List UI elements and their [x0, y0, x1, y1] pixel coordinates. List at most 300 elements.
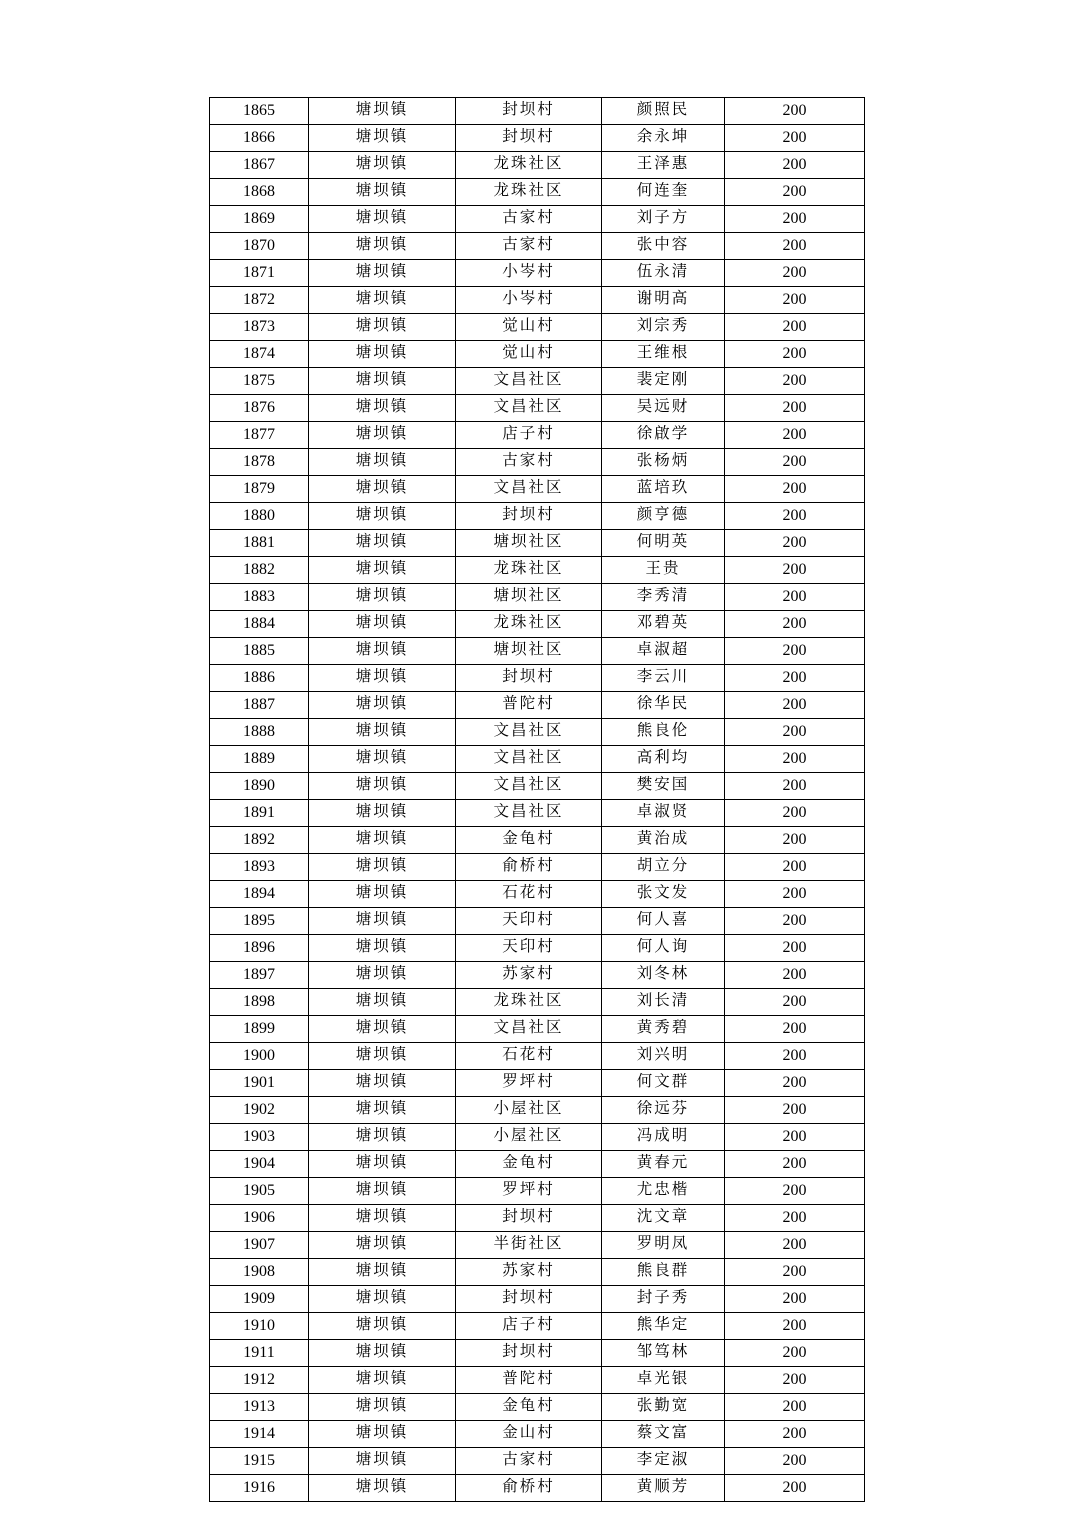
cell-serial-number: 1877: [210, 422, 309, 449]
cell-serial-number: 1874: [210, 341, 309, 368]
cell-person-name: 胡立分: [602, 854, 725, 881]
cell-village: 普陀村: [456, 692, 602, 719]
cell-village: 店子村: [456, 1313, 602, 1340]
table-row: [210, 476, 865, 503]
table-row: [210, 1178, 865, 1205]
table-row: [210, 98, 865, 125]
cell-amount: 200: [725, 179, 865, 206]
cell-village: 古家村: [456, 233, 602, 260]
cell-serial-number: 1892: [210, 827, 309, 854]
cell-person-name: 张杨炳: [602, 449, 725, 476]
cell-village: 封坝村: [456, 1286, 602, 1313]
cell-town: 塘坝镇: [309, 1124, 456, 1151]
cell-serial-number: 1876: [210, 395, 309, 422]
table-row: [210, 206, 865, 233]
cell-serial-number: 1888: [210, 719, 309, 746]
cell-person-name: 何人询: [602, 935, 725, 962]
cell-serial-number: 1904: [210, 1151, 309, 1178]
cell-village: 文昌社区: [456, 719, 602, 746]
cell-town: 塘坝镇: [309, 503, 456, 530]
table-row: [210, 557, 865, 584]
cell-village: 塘坝社区: [456, 530, 602, 557]
cell-serial-number: 1865: [210, 98, 309, 125]
table-row: [210, 395, 865, 422]
cell-amount: 200: [725, 746, 865, 773]
table-row: [210, 989, 865, 1016]
table-row: [210, 1205, 865, 1232]
cell-town: 塘坝镇: [309, 1394, 456, 1421]
cell-amount: 200: [725, 881, 865, 908]
cell-amount: 200: [725, 584, 865, 611]
cell-serial-number: 1891: [210, 800, 309, 827]
cell-amount: 200: [725, 206, 865, 233]
cell-amount: 200: [725, 1070, 865, 1097]
table-row: [210, 935, 865, 962]
subsidy-table: [209, 97, 865, 1502]
cell-village: 金龟村: [456, 827, 602, 854]
table-row: [210, 881, 865, 908]
cell-village: 封坝村: [456, 1205, 602, 1232]
cell-village: 苏家村: [456, 962, 602, 989]
cell-person-name: 樊安国: [602, 773, 725, 800]
cell-person-name: 熊华定: [602, 1313, 725, 1340]
cell-village: 罗坪村: [456, 1070, 602, 1097]
cell-village: 封坝村: [456, 503, 602, 530]
table-row: [210, 1394, 865, 1421]
cell-amount: 200: [725, 827, 865, 854]
cell-village: 觉山村: [456, 341, 602, 368]
table-row: [210, 1259, 865, 1286]
table-row: [210, 1232, 865, 1259]
table-row: [210, 1448, 865, 1475]
table-row: [210, 152, 865, 179]
cell-town: 塘坝镇: [309, 260, 456, 287]
cell-amount: 200: [725, 935, 865, 962]
cell-village: 塘坝社区: [456, 584, 602, 611]
cell-town: 塘坝镇: [309, 908, 456, 935]
table-row: [210, 1367, 865, 1394]
cell-person-name: 黄治成: [602, 827, 725, 854]
cell-serial-number: 1900: [210, 1043, 309, 1070]
cell-serial-number: 1881: [210, 530, 309, 557]
cell-amount: 200: [725, 422, 865, 449]
table-row: [210, 962, 865, 989]
cell-person-name: 王维根: [602, 341, 725, 368]
cell-person-name: 张勤宽: [602, 1394, 725, 1421]
cell-serial-number: 1870: [210, 233, 309, 260]
cell-town: 塘坝镇: [309, 1286, 456, 1313]
cell-town: 塘坝镇: [309, 1421, 456, 1448]
cell-serial-number: 1890: [210, 773, 309, 800]
table-row: [210, 449, 865, 476]
cell-village: 古家村: [456, 206, 602, 233]
cell-person-name: 罗明凤: [602, 1232, 725, 1259]
cell-amount: 200: [725, 395, 865, 422]
cell-serial-number: 1913: [210, 1394, 309, 1421]
cell-serial-number: 1907: [210, 1232, 309, 1259]
cell-serial-number: 1897: [210, 962, 309, 989]
cell-town: 塘坝镇: [309, 719, 456, 746]
cell-town: 塘坝镇: [309, 611, 456, 638]
cell-town: 塘坝镇: [309, 1205, 456, 1232]
cell-town: 塘坝镇: [309, 1043, 456, 1070]
cell-serial-number: 1895: [210, 908, 309, 935]
cell-village: 小岑村: [456, 260, 602, 287]
cell-town: 塘坝镇: [309, 557, 456, 584]
cell-village: 古家村: [456, 449, 602, 476]
cell-town: 塘坝镇: [309, 287, 456, 314]
cell-person-name: 高利均: [602, 746, 725, 773]
cell-amount: 200: [725, 1259, 865, 1286]
cell-village: 文昌社区: [456, 800, 602, 827]
cell-town: 塘坝镇: [309, 854, 456, 881]
cell-serial-number: 1911: [210, 1340, 309, 1367]
cell-person-name: 徐啟学: [602, 422, 725, 449]
cell-amount: 200: [725, 1205, 865, 1232]
cell-serial-number: 1871: [210, 260, 309, 287]
cell-serial-number: 1885: [210, 638, 309, 665]
cell-town: 塘坝镇: [309, 989, 456, 1016]
cell-person-name: 李定淑: [602, 1448, 725, 1475]
cell-village: 文昌社区: [456, 746, 602, 773]
cell-village: 罗坪村: [456, 1178, 602, 1205]
table-row: [210, 665, 865, 692]
cell-amount: 200: [725, 1286, 865, 1313]
cell-town: 塘坝镇: [309, 773, 456, 800]
cell-person-name: 熊良伦: [602, 719, 725, 746]
cell-person-name: 尤忠楷: [602, 1178, 725, 1205]
cell-person-name: 谢明高: [602, 287, 725, 314]
cell-person-name: 何连奎: [602, 179, 725, 206]
cell-serial-number: 1894: [210, 881, 309, 908]
cell-town: 塘坝镇: [309, 314, 456, 341]
table-row: [210, 1016, 865, 1043]
cell-town: 塘坝镇: [309, 179, 456, 206]
cell-town: 塘坝镇: [309, 584, 456, 611]
cell-person-name: 黄秀碧: [602, 1016, 725, 1043]
cell-town: 塘坝镇: [309, 1259, 456, 1286]
cell-amount: 200: [725, 503, 865, 530]
cell-village: 觉山村: [456, 314, 602, 341]
cell-serial-number: 1916: [210, 1475, 309, 1502]
cell-town: 塘坝镇: [309, 98, 456, 125]
cell-serial-number: 1889: [210, 746, 309, 773]
cell-town: 塘坝镇: [309, 935, 456, 962]
subsidy-table-wrapper: [209, 97, 865, 1502]
cell-amount: 200: [725, 773, 865, 800]
cell-serial-number: 1908: [210, 1259, 309, 1286]
table-row: [210, 746, 865, 773]
cell-serial-number: 1878: [210, 449, 309, 476]
cell-town: 塘坝镇: [309, 746, 456, 773]
cell-town: 塘坝镇: [309, 422, 456, 449]
cell-village: 古家村: [456, 1448, 602, 1475]
table-row: [210, 1097, 865, 1124]
cell-person-name: 何明英: [602, 530, 725, 557]
cell-amount: 200: [725, 1448, 865, 1475]
cell-village: 金龟村: [456, 1151, 602, 1178]
cell-village: 金山村: [456, 1421, 602, 1448]
table-row: [210, 692, 865, 719]
cell-serial-number: 1884: [210, 611, 309, 638]
cell-serial-number: 1872: [210, 287, 309, 314]
cell-amount: 200: [725, 638, 865, 665]
cell-town: 塘坝镇: [309, 638, 456, 665]
cell-town: 塘坝镇: [309, 395, 456, 422]
cell-village: 小岑村: [456, 287, 602, 314]
cell-village: 金龟村: [456, 1394, 602, 1421]
cell-amount: 200: [725, 1151, 865, 1178]
cell-person-name: 张中容: [602, 233, 725, 260]
cell-amount: 200: [725, 314, 865, 341]
cell-person-name: 何文群: [602, 1070, 725, 1097]
cell-amount: 200: [725, 152, 865, 179]
cell-town: 塘坝镇: [309, 476, 456, 503]
table-row: [210, 638, 865, 665]
cell-serial-number: 1909: [210, 1286, 309, 1313]
cell-serial-number: 1902: [210, 1097, 309, 1124]
cell-village: 龙珠社区: [456, 989, 602, 1016]
cell-town: 塘坝镇: [309, 449, 456, 476]
table-body: [210, 98, 865, 1502]
cell-serial-number: 1896: [210, 935, 309, 962]
cell-village: 半街社区: [456, 1232, 602, 1259]
cell-village: 石花村: [456, 1043, 602, 1070]
cell-person-name: 李秀清: [602, 584, 725, 611]
cell-person-name: 沈文章: [602, 1205, 725, 1232]
cell-village: 龙珠社区: [456, 611, 602, 638]
cell-amount: 200: [725, 449, 865, 476]
cell-town: 塘坝镇: [309, 1016, 456, 1043]
table-row: [210, 611, 865, 638]
cell-person-name: 李云川: [602, 665, 725, 692]
cell-village: 俞桥村: [456, 854, 602, 881]
table-row: [210, 1340, 865, 1367]
cell-person-name: 余永坤: [602, 125, 725, 152]
cell-village: 文昌社区: [456, 368, 602, 395]
table-row: [210, 233, 865, 260]
cell-town: 塘坝镇: [309, 962, 456, 989]
table-row: [210, 341, 865, 368]
table-row: [210, 314, 865, 341]
cell-village: 龙珠社区: [456, 179, 602, 206]
table-row: [210, 1313, 865, 1340]
cell-serial-number: 1912: [210, 1367, 309, 1394]
cell-town: 塘坝镇: [309, 125, 456, 152]
cell-village: 俞桥村: [456, 1475, 602, 1502]
cell-person-name: 伍永清: [602, 260, 725, 287]
cell-village: 塘坝社区: [456, 638, 602, 665]
cell-village: 石花村: [456, 881, 602, 908]
cell-person-name: 蔡文富: [602, 1421, 725, 1448]
cell-amount: 200: [725, 1232, 865, 1259]
cell-village: 龙珠社区: [456, 557, 602, 584]
cell-town: 塘坝镇: [309, 341, 456, 368]
cell-village: 苏家村: [456, 1259, 602, 1286]
cell-village: 封坝村: [456, 98, 602, 125]
cell-town: 塘坝镇: [309, 1097, 456, 1124]
cell-town: 塘坝镇: [309, 800, 456, 827]
table-row: [210, 1151, 865, 1178]
cell-amount: 200: [725, 1016, 865, 1043]
cell-amount: 200: [725, 476, 865, 503]
cell-town: 塘坝镇: [309, 1475, 456, 1502]
cell-amount: 200: [725, 611, 865, 638]
cell-serial-number: 1887: [210, 692, 309, 719]
cell-person-name: 邹笃林: [602, 1340, 725, 1367]
cell-amount: 200: [725, 692, 865, 719]
cell-person-name: 封子秀: [602, 1286, 725, 1313]
table-row: [210, 1421, 865, 1448]
cell-amount: 200: [725, 260, 865, 287]
cell-town: 塘坝镇: [309, 1178, 456, 1205]
cell-person-name: 刘宗秀: [602, 314, 725, 341]
cell-person-name: 王泽惠: [602, 152, 725, 179]
cell-person-name: 卓光银: [602, 1367, 725, 1394]
cell-serial-number: 1906: [210, 1205, 309, 1232]
cell-amount: 200: [725, 287, 865, 314]
cell-town: 塘坝镇: [309, 1070, 456, 1097]
cell-town: 塘坝镇: [309, 881, 456, 908]
table-row: [210, 1286, 865, 1313]
cell-person-name: 张文发: [602, 881, 725, 908]
cell-amount: 200: [725, 341, 865, 368]
cell-amount: 200: [725, 719, 865, 746]
table-row: [210, 773, 865, 800]
table-row: [210, 1043, 865, 1070]
cell-amount: 200: [725, 98, 865, 125]
cell-person-name: 颜亨德: [602, 503, 725, 530]
cell-serial-number: 1915: [210, 1448, 309, 1475]
cell-serial-number: 1868: [210, 179, 309, 206]
cell-amount: 200: [725, 1313, 865, 1340]
cell-amount: 200: [725, 1394, 865, 1421]
cell-village: 小屋社区: [456, 1124, 602, 1151]
table-row: [210, 422, 865, 449]
table-row: [210, 368, 865, 395]
cell-amount: 200: [725, 854, 865, 881]
cell-town: 塘坝镇: [309, 1448, 456, 1475]
cell-serial-number: 1910: [210, 1313, 309, 1340]
cell-amount: 200: [725, 1097, 865, 1124]
cell-amount: 200: [725, 1367, 865, 1394]
cell-village: 文昌社区: [456, 476, 602, 503]
table-row: [210, 800, 865, 827]
cell-person-name: 刘兴明: [602, 1043, 725, 1070]
cell-person-name: 黄顺芳: [602, 1475, 725, 1502]
table-row: [210, 827, 865, 854]
cell-person-name: 徐华民: [602, 692, 725, 719]
cell-amount: 200: [725, 1421, 865, 1448]
cell-serial-number: 1905: [210, 1178, 309, 1205]
table-row: [210, 908, 865, 935]
cell-person-name: 黄春元: [602, 1151, 725, 1178]
cell-person-name: 卓淑超: [602, 638, 725, 665]
cell-amount: 200: [725, 1124, 865, 1151]
cell-town: 塘坝镇: [309, 1340, 456, 1367]
cell-village: 天印村: [456, 935, 602, 962]
cell-person-name: 王贵: [602, 557, 725, 584]
cell-village: 封坝村: [456, 665, 602, 692]
cell-village: 店子村: [456, 422, 602, 449]
cell-serial-number: 1903: [210, 1124, 309, 1151]
cell-amount: 200: [725, 368, 865, 395]
cell-serial-number: 1882: [210, 557, 309, 584]
cell-serial-number: 1879: [210, 476, 309, 503]
cell-town: 塘坝镇: [309, 1151, 456, 1178]
cell-town: 塘坝镇: [309, 665, 456, 692]
cell-amount: 200: [725, 1475, 865, 1502]
cell-serial-number: 1875: [210, 368, 309, 395]
cell-town: 塘坝镇: [309, 233, 456, 260]
table-row: [210, 125, 865, 152]
cell-village: 龙珠社区: [456, 152, 602, 179]
cell-person-name: 卓淑贤: [602, 800, 725, 827]
table-row: [210, 1070, 865, 1097]
cell-village: 封坝村: [456, 125, 602, 152]
cell-town: 塘坝镇: [309, 827, 456, 854]
table-row: [210, 503, 865, 530]
cell-serial-number: 1867: [210, 152, 309, 179]
table-row: [210, 530, 865, 557]
cell-serial-number: 1901: [210, 1070, 309, 1097]
cell-amount: 200: [725, 989, 865, 1016]
cell-serial-number: 1886: [210, 665, 309, 692]
cell-town: 塘坝镇: [309, 1367, 456, 1394]
cell-town: 塘坝镇: [309, 368, 456, 395]
cell-serial-number: 1869: [210, 206, 309, 233]
cell-amount: 200: [725, 800, 865, 827]
cell-village: 封坝村: [456, 1340, 602, 1367]
table-row: [210, 260, 865, 287]
cell-amount: 200: [725, 125, 865, 152]
cell-town: 塘坝镇: [309, 530, 456, 557]
cell-amount: 200: [725, 962, 865, 989]
cell-serial-number: 1873: [210, 314, 309, 341]
table-row: [210, 584, 865, 611]
cell-village: 天印村: [456, 908, 602, 935]
cell-person-name: 吴远财: [602, 395, 725, 422]
cell-person-name: 刘子方: [602, 206, 725, 233]
cell-serial-number: 1899: [210, 1016, 309, 1043]
cell-town: 塘坝镇: [309, 1313, 456, 1340]
cell-amount: 200: [725, 908, 865, 935]
cell-village: 文昌社区: [456, 1016, 602, 1043]
table-row: [210, 287, 865, 314]
cell-amount: 200: [725, 557, 865, 584]
cell-amount: 200: [725, 233, 865, 260]
cell-person-name: 颜照民: [602, 98, 725, 125]
cell-person-name: 徐远芬: [602, 1097, 725, 1124]
cell-person-name: 刘长清: [602, 989, 725, 1016]
cell-serial-number: 1866: [210, 125, 309, 152]
cell-person-name: 熊良群: [602, 1259, 725, 1286]
cell-amount: 200: [725, 530, 865, 557]
cell-serial-number: 1880: [210, 503, 309, 530]
cell-amount: 200: [725, 1043, 865, 1070]
cell-village: 文昌社区: [456, 773, 602, 800]
cell-amount: 200: [725, 665, 865, 692]
cell-amount: 200: [725, 1178, 865, 1205]
cell-town: 塘坝镇: [309, 1232, 456, 1259]
cell-person-name: 冯成明: [602, 1124, 725, 1151]
table-row: [210, 1124, 865, 1151]
cell-serial-number: 1898: [210, 989, 309, 1016]
cell-village: 普陀村: [456, 1367, 602, 1394]
cell-town: 塘坝镇: [309, 152, 456, 179]
cell-village: 文昌社区: [456, 395, 602, 422]
cell-person-name: 裴定刚: [602, 368, 725, 395]
